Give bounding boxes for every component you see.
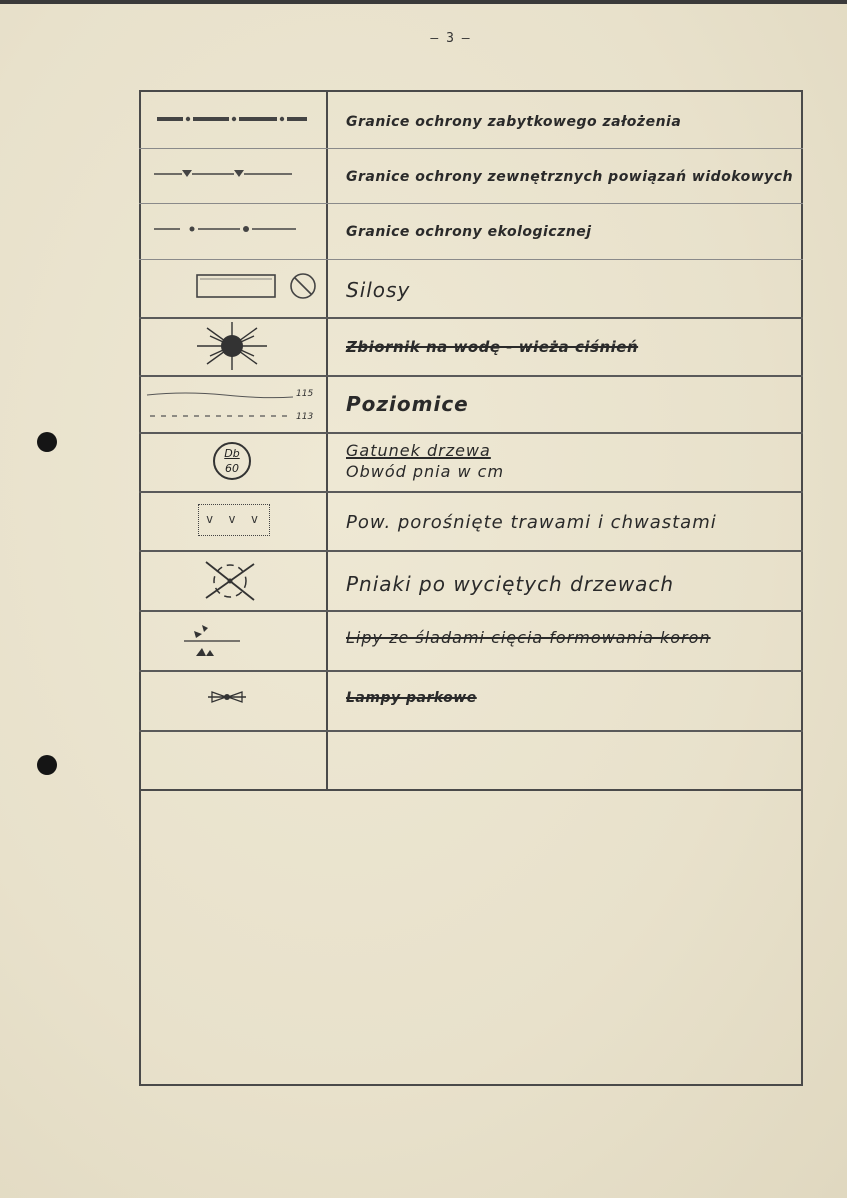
- page-number: – 3 –: [430, 31, 470, 46]
- row-separator: [139, 203, 803, 204]
- legend-label: Lipy ze śladami cięcia formowania koron: [346, 628, 711, 647]
- tree-circumference-value: 60: [225, 462, 239, 475]
- contour-lines-icon: [145, 385, 295, 425]
- punch-hole-upper: [37, 432, 57, 452]
- row-separator: [139, 432, 803, 434]
- row-separator: [139, 317, 803, 319]
- line-dot-boundary-icon: [152, 222, 300, 236]
- legend-label: Granice ochrony ekologicznej: [346, 224, 592, 240]
- row-separator: [139, 259, 803, 260]
- legend-label: Lampy parkowe: [346, 690, 477, 706]
- row-separator: [139, 610, 803, 612]
- row-separator: [139, 550, 803, 552]
- tree-species-code: Db: [224, 447, 240, 460]
- legend-label: Silosy: [346, 278, 411, 302]
- legend-label: Pow. porośnięte trawami i chwastami: [346, 512, 717, 533]
- legend-label-secondary: Obwód pnia w cm: [346, 462, 505, 481]
- tree-circle-icon: [213, 442, 251, 480]
- contour-elevation: 115: [296, 389, 314, 399]
- contour-elevation: 113: [296, 412, 314, 422]
- legend-label: Gatunek drzewa: [346, 441, 491, 460]
- grass-area-icon: [198, 504, 270, 536]
- legend-label: Zbiornik na wodę - wieża ciśnień: [346, 338, 639, 356]
- row-separator: [139, 375, 803, 377]
- legend-column-divider: [326, 90, 328, 790]
- row-separator: [139, 491, 803, 493]
- legend-label: Pniaki po wyciętych drzewach: [346, 572, 675, 596]
- punch-hole-lower: [37, 755, 57, 775]
- legend-label: Poziomice: [346, 392, 469, 416]
- park-lamp-icon: [206, 689, 248, 705]
- grass-marks: v v v: [205, 512, 263, 526]
- dash-dot-dash-boundary-icon: [155, 112, 310, 126]
- pruned-linden-icon: [182, 622, 242, 662]
- line-triangle-boundary-icon: [152, 167, 297, 181]
- legend-label: Granice ochrony zewnętrznych powiązań widokowych: [346, 169, 794, 185]
- row-separator: [139, 148, 803, 149]
- scan-top-edge: [0, 0, 847, 4]
- water-tower-icon: [192, 320, 272, 372]
- row-separator: [139, 789, 803, 791]
- row-separator: [139, 730, 803, 732]
- tree-stump-icon: [200, 556, 260, 606]
- row-separator: [139, 670, 803, 672]
- silo-icon: [195, 272, 320, 302]
- legend-label: Granice ochrony zabytkowego założenia: [346, 114, 682, 130]
